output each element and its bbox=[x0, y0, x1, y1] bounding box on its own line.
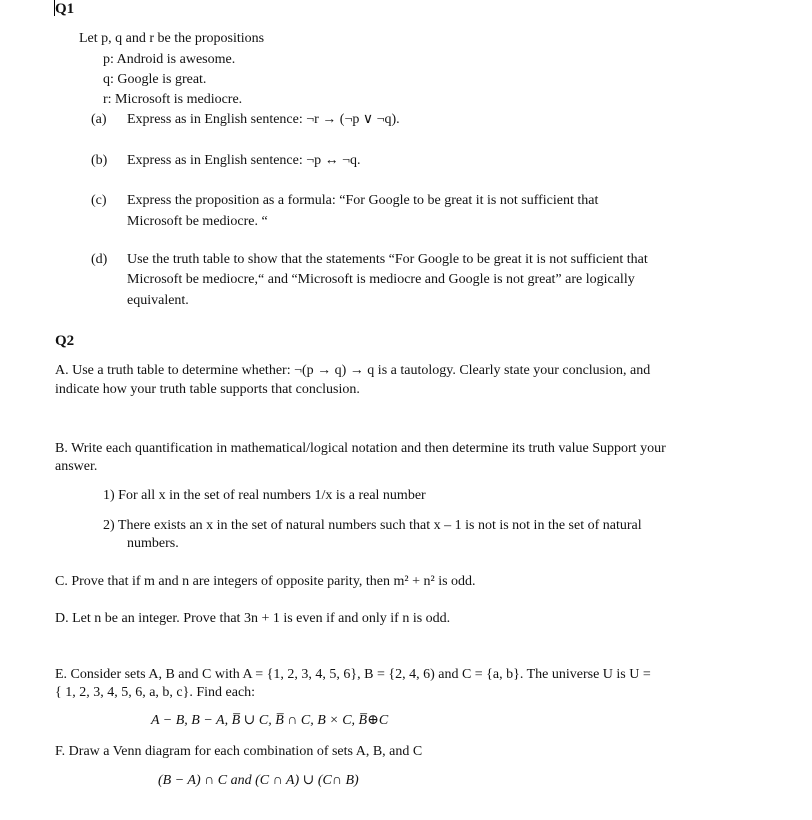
q2e-formula: A − B, B − A, B̅ ∪ C, B̅ ∩ C, B × C, B̅⊕C bbox=[151, 713, 389, 728]
q2a-line-2: indicate how your truth table supports that conclusion. bbox=[55, 382, 360, 397]
q1a-text: Express as in English sentence: ¬r → (¬p ∨ ¬q). bbox=[127, 112, 400, 127]
q2b-item-2-line-1: 2) There exists an x in the set of natural numbers such that x – 1 is not is not in the set of natural bbox=[103, 518, 642, 533]
q1c-line-2: Microsoft be mediocre. “ bbox=[127, 214, 268, 229]
prop-q: q: Google is great. bbox=[103, 72, 207, 87]
q1b-label: (b) bbox=[91, 153, 108, 168]
q2b-item-1: 1) For all x in the set of real numbers 1/x is a real number bbox=[103, 488, 426, 503]
q2a-line-1: A. Use a truth table to determine whether: ¬(p → q) → q is a tautology. Clearly state your conclusion, and bbox=[55, 363, 651, 378]
q2f-text: F. Draw a Venn diagram for each combination of sets A, B, and C bbox=[55, 744, 423, 759]
prop-p: p: Android is awesome. bbox=[103, 52, 236, 67]
q1d-line-3: equivalent. bbox=[127, 293, 189, 308]
q1c-line-1: Express the proposition as a formula: “For Google to be great it is not sufficient that bbox=[127, 193, 599, 208]
q1c-label: (c) bbox=[91, 193, 107, 208]
q2f-formula: (B − A) ∩ C and (C ∩ A) ∪ (C∩ B) bbox=[158, 773, 359, 788]
q1-heading: Q1 bbox=[55, 1, 75, 17]
q1b-text: Express as in English sentence: ¬p ↔ ¬q. bbox=[127, 153, 361, 168]
q1d-label: (d) bbox=[91, 252, 108, 267]
q2b-item-2-line-2: numbers. bbox=[127, 536, 179, 551]
q1d-line-1: Use the truth table to show that the statements “For Google to be great it is not sufficient that bbox=[127, 252, 648, 267]
q2c-text: C. Prove that if m and n are integers of opposite parity, then m² + n² is odd. bbox=[55, 574, 476, 589]
q1a-label: (a) bbox=[91, 112, 107, 127]
q1d-line-2: Microsoft be mediocre,“ and “Microsoft is mediocre and Google is not great” are logically bbox=[127, 272, 635, 287]
prop-r: r: Microsoft is mediocre. bbox=[103, 92, 243, 107]
q2b-line-1: B. Write each quantification in mathematical/logical notation and then determine its truth value Support your bbox=[55, 441, 666, 456]
q2e-line-2: { 1, 2, 3, 4, 5, 6, a, b, c}. Find each: bbox=[55, 685, 256, 700]
q1-intro: Let p, q and r be the propositions bbox=[79, 31, 265, 46]
q2b-line-2: answer. bbox=[55, 459, 98, 474]
q2e-line-1: E. Consider sets A, B and C with A = {1, 2, 3, 4, 5, 6}, B = {2, 4, 6) and C = {a, b}. The universe U is U = bbox=[55, 667, 651, 682]
q2d-text: D. Let n be an integer. Prove that 3n + 1 is even if and only if n is odd. bbox=[55, 611, 451, 626]
q2-heading: Q2 bbox=[55, 333, 75, 349]
